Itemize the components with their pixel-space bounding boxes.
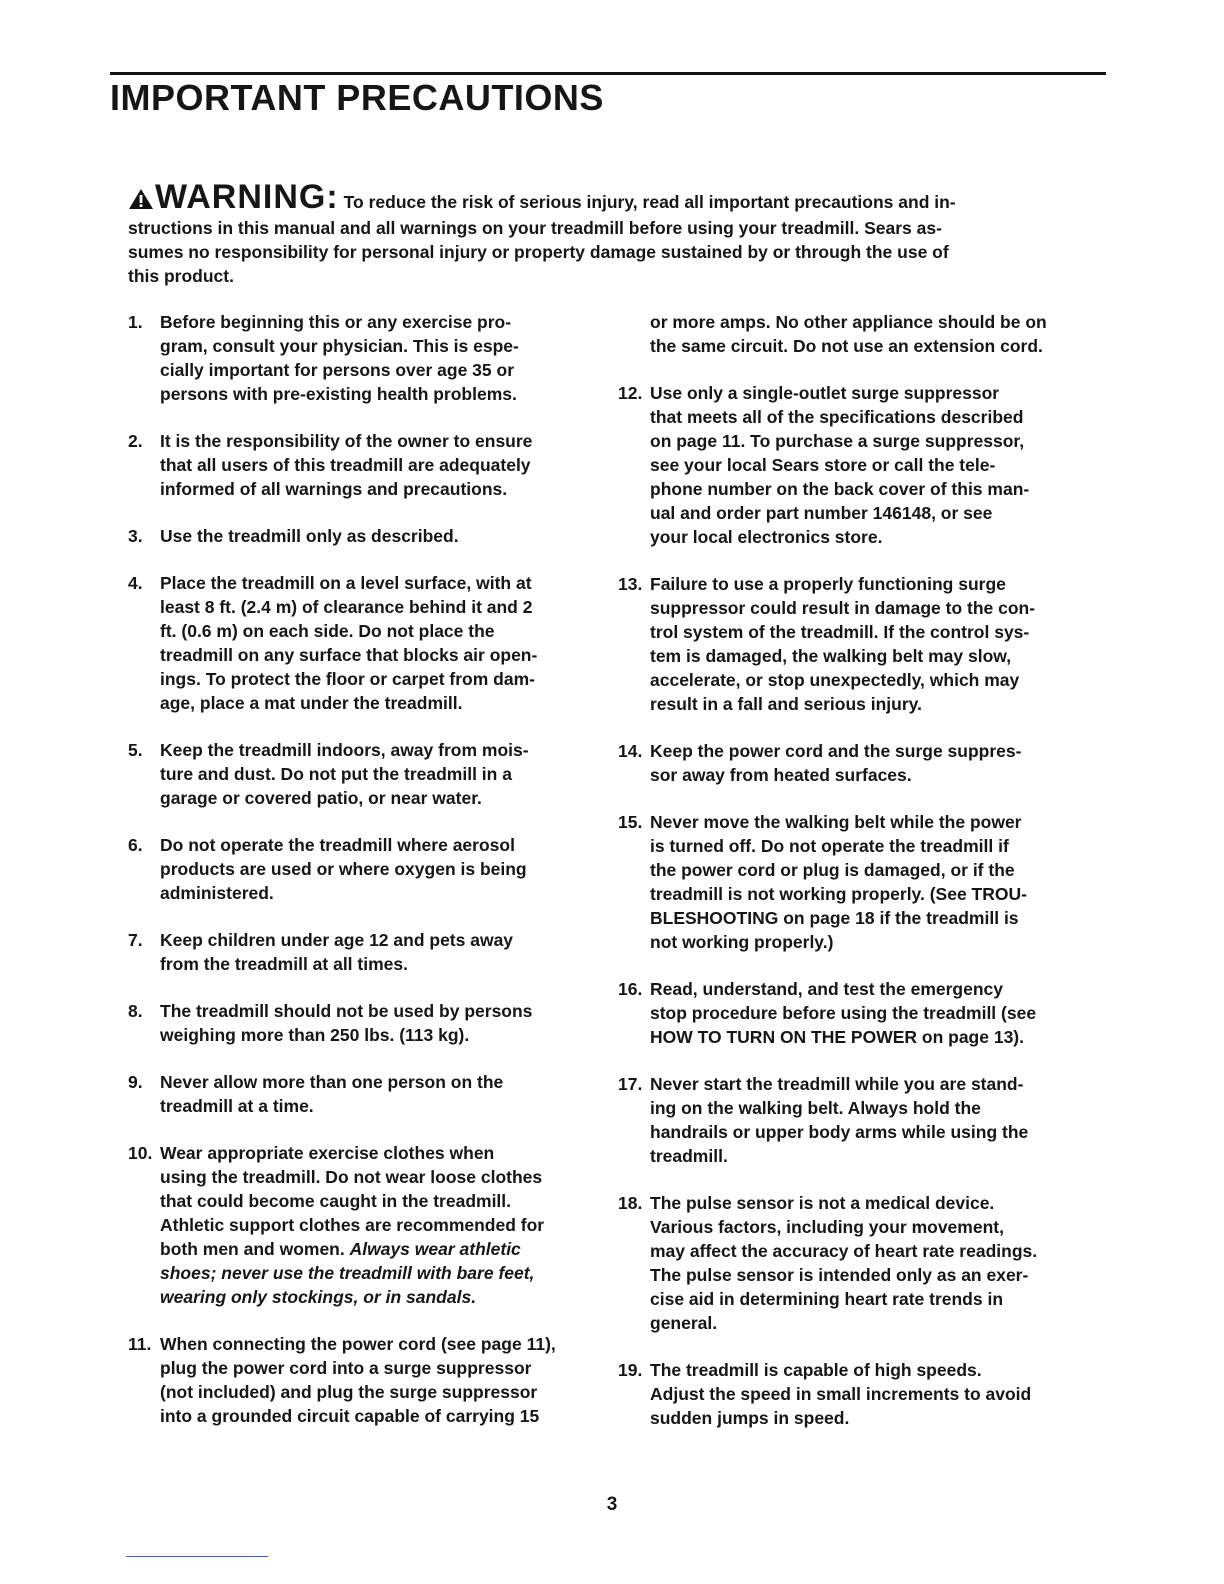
item-line: stop procedure before using the treadmill (see: [650, 1003, 1037, 1023]
precaution-item-12: [618, 381, 1098, 549]
precaution-item-11: [128, 1332, 608, 1428]
item-line: treadmill on any surface that blocks air open-: [160, 645, 538, 665]
item-line: Never start the treadmill while you are stand-: [650, 1074, 1024, 1094]
item-line: The treadmill should not be used by persons: [160, 1001, 533, 1021]
warning-triangle-icon: [128, 188, 154, 216]
precaution-item-11-continued: [618, 310, 1098, 358]
precaution-item-13: [618, 572, 1098, 716]
item-line: ft. (0.6 m) on each side. Do not place the: [160, 621, 495, 641]
item-line: The treadmill is capable of high speeds.: [650, 1360, 982, 1380]
item-line: sudden jumps in speed.: [650, 1408, 850, 1428]
item-line: ture and dust. Do not put the treadmill in a: [160, 764, 512, 784]
precaution-item-19: [618, 1358, 1098, 1430]
item-line-italic: wearing only stockings, or in sandals.: [160, 1287, 477, 1307]
left-column: [128, 310, 608, 1451]
item-number: 18.: [618, 1193, 643, 1213]
top-rule: [110, 72, 1106, 75]
item-line: treadmill.: [650, 1146, 728, 1166]
item-line: general.: [650, 1313, 718, 1333]
precaution-item-1: [128, 310, 608, 406]
footer-rule: [126, 1556, 268, 1557]
item-line: the same circuit. Do not use an extension cord.: [650, 336, 1043, 356]
item-line: Never allow more than one person on the: [160, 1072, 504, 1092]
item-line: from the treadmill at all times.: [160, 954, 408, 974]
item-line: weighing more than 250 lbs. (113 kg).: [160, 1025, 470, 1045]
item-line: result in a fall and serious injury.: [650, 694, 922, 714]
item-line: Before beginning this or any exercise pro-: [160, 312, 512, 332]
precaution-item-7: [128, 928, 608, 976]
item-line: Keep the power cord and the surge suppres-: [650, 741, 1022, 761]
item-line: (not included) and plug the surge suppressor: [160, 1382, 538, 1402]
item-line: handrails or upper body arms while using the: [650, 1122, 1029, 1142]
precaution-item-5: [128, 738, 608, 810]
item-line: that could become caught in the treadmill.: [160, 1191, 512, 1211]
item-number: 15.: [618, 812, 643, 832]
item-number: 8.: [128, 1001, 143, 1021]
item-number: 13.: [618, 574, 643, 594]
item-line-mixed: [160, 1237, 608, 1261]
item-number: 11.: [128, 1334, 152, 1354]
item-line: age, place a mat under the treadmill.: [160, 693, 463, 713]
precaution-item-6: [128, 833, 608, 905]
item-line: accelerate, or stop unexpectedly, which may: [650, 670, 1020, 690]
item-line: cially important for persons over age 35 or: [160, 360, 514, 380]
warning-text-line: this product.: [128, 266, 234, 286]
item-line: into a grounded circuit capable of carrying 15: [160, 1406, 540, 1426]
item-number: 9.: [128, 1072, 143, 1092]
item-line: products are used or where oxygen is being: [160, 859, 527, 879]
precaution-item-3: [128, 524, 608, 548]
item-line: the power cord or plug is damaged, or if the: [650, 860, 1015, 880]
item-line: Place the treadmill on a level surface, with at: [160, 573, 532, 593]
item-line: phone number on the back cover of this man-: [650, 479, 1030, 499]
precaution-item-4: [128, 571, 608, 715]
item-line: Failure to use a properly functioning surge: [650, 574, 1006, 594]
item-line: HOW TO TURN ON THE POWER on page 13).: [650, 1027, 1024, 1047]
item-line: It is the responsibility of the owner to ensure: [160, 431, 533, 451]
item-line: that meets all of the specifications described: [650, 407, 1024, 427]
item-line: or more amps. No other appliance should be on: [650, 312, 1047, 332]
item-number: 3.: [128, 526, 143, 546]
right-column: [618, 310, 1098, 1453]
item-line: sor away from heated surfaces.: [650, 765, 912, 785]
page-title: IMPORTANT PRECAUTIONS: [110, 77, 604, 118]
item-number: 5.: [128, 740, 143, 760]
item-number: 19.: [618, 1360, 643, 1380]
item-line: The pulse sensor is not a medical device.: [650, 1193, 995, 1213]
item-line: Keep children under age 12 and pets away: [160, 930, 514, 950]
item-line: Never move the walking belt while the power: [650, 812, 1022, 832]
precaution-item-17: [618, 1072, 1098, 1168]
item-line: trol system of the treadmill. If the control sys-: [650, 622, 1030, 642]
item-line: Adjust the speed in small increments to avoid: [650, 1384, 1032, 1404]
warning-first-line: [128, 180, 1070, 216]
item-number: 10.: [128, 1143, 153, 1163]
item-number: 17.: [618, 1074, 643, 1094]
item-line: ual and order part number 146148, or see: [650, 503, 993, 523]
warning-label: WARNING: [155, 178, 327, 216]
item-line: gram, consult your physician. This is espe-: [160, 336, 519, 356]
item-line: treadmill is not working properly. (See TROU-: [650, 884, 1027, 904]
precaution-item-16: [618, 977, 1098, 1049]
precaution-item-8: [128, 999, 608, 1047]
precaution-item-2: [128, 429, 608, 501]
item-line: Keep the treadmill indoors, away from mois-: [160, 740, 529, 760]
precaution-item-9: [128, 1070, 608, 1118]
warning-colon: :: [326, 178, 338, 216]
item-line: using the treadmill. Do not wear loose clothes: [160, 1167, 543, 1187]
item-line: persons with pre-existing health problems.: [160, 384, 517, 404]
precaution-item-14: [618, 739, 1098, 787]
precaution-item-15: [618, 810, 1098, 954]
item-line: see your local Sears store or call the tele-: [650, 455, 996, 475]
item-number: 1.: [128, 312, 143, 332]
item-line: Wear appropriate exercise clothes when: [160, 1143, 495, 1163]
item-line: When connecting the power cord (see page 11),: [160, 1334, 556, 1354]
warning-text-line: sumes no responsibility for personal injury or property damage sustained by or through the use of: [128, 242, 949, 262]
item-line: Athletic support clothes are recommended for: [160, 1215, 545, 1235]
item-line: Use the treadmill only as described.: [160, 526, 459, 546]
precaution-item-10: [128, 1141, 608, 1309]
warning-block: [128, 180, 1070, 288]
warning-text-line: structions in this manual and all warnings on your treadmill before using your treadmill. Sears as-: [128, 218, 942, 238]
warning-text-line: To reduce the risk of serious injury, read all important precautions and in-: [343, 192, 956, 212]
item-line: garage or covered patio, or near water.: [160, 788, 482, 808]
item-line: Do not operate the treadmill where aerosol: [160, 835, 515, 855]
item-line: The pulse sensor is intended only as an exer-: [650, 1265, 1029, 1285]
item-number: 14.: [618, 741, 643, 761]
item-line: is turned off. Do not operate the treadmill if: [650, 836, 1009, 856]
item-line: suppressor could result in damage to the con-: [650, 598, 1036, 618]
item-line: plug the power cord into a surge suppressor: [160, 1358, 532, 1378]
page-number: 3: [606, 1494, 618, 1515]
item-line: that all users of this treadmill are adequately: [160, 455, 531, 475]
item-number: 4.: [128, 573, 143, 593]
item-line: on page 11. To purchase a surge suppressor,: [650, 431, 1025, 451]
item-line: cise aid in determining heart rate trends in: [650, 1289, 1004, 1309]
item-line: may affect the accuracy of heart rate readings.: [650, 1241, 1038, 1261]
item-number: 12.: [618, 383, 643, 403]
item-line-italic: shoes; never use the treadmill with bare feet,: [160, 1263, 535, 1283]
item-line: Read, understand, and test the emergency: [650, 979, 1004, 999]
item-line: Use only a single-outlet surge suppressor: [650, 383, 1000, 403]
item-line: treadmill at a time.: [160, 1096, 314, 1116]
item-number: 16.: [618, 979, 643, 999]
item-line: administered.: [160, 883, 274, 903]
item-line: informed of all warnings and precautions.: [160, 479, 508, 499]
item-number: 2.: [128, 431, 143, 451]
item-line: tem is damaged, the walking belt may slow,: [650, 646, 1012, 666]
item-line: your local electronics store.: [650, 527, 883, 547]
item-line: Various factors, including your movement,: [650, 1217, 1004, 1237]
item-text-italic: Always wear athletic: [349, 1239, 521, 1259]
item-number: 6.: [128, 835, 143, 855]
item-line: BLESHOOTING on page 18 if the treadmill is: [650, 908, 1019, 928]
precaution-item-18: [618, 1191, 1098, 1335]
item-number: 7.: [128, 930, 143, 950]
item-text-plain: both men and women.: [160, 1239, 350, 1259]
item-line: ings. To protect the floor or carpet from dam-: [160, 669, 535, 689]
item-line: least 8 ft. (2.4 m) of clearance behind it and 2: [160, 597, 533, 617]
item-line: ing on the walking belt. Always hold the: [650, 1098, 981, 1118]
item-line: not working properly.): [650, 932, 834, 952]
